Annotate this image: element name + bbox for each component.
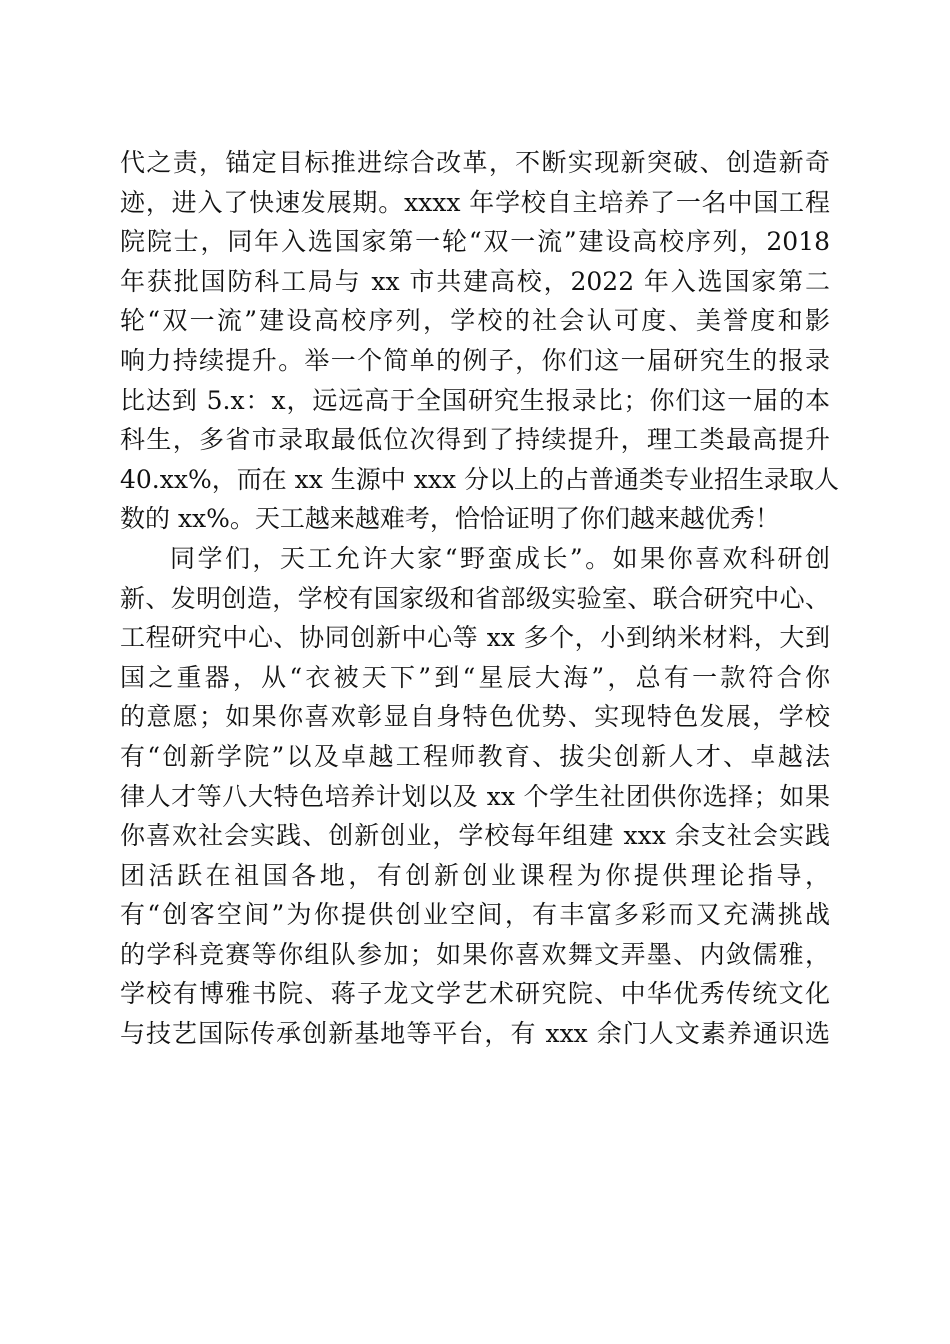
text-line: 年获批国防科工局与 xx 市共建高校，2022 年入选国家第二	[120, 266, 830, 296]
text-line: 代之责，锚定目标推进综合改革，不断实现新突破、创造新奇	[120, 148, 830, 177]
text-line: 有“创新学院”以及卓越工程师教育、拔尖创新人才、卓越法	[120, 741, 830, 771]
text-line: 工程研究中心、协同创新中心等 xx 多个，小到纳米材料，大到	[120, 623, 830, 653]
text-line: 响力持续提升。举一个简单的例子，你们这一届研究生的报录	[120, 345, 830, 375]
text-line: 院院士，同年入选国家第一轮“双一流”建设高校序列，2018	[120, 227, 830, 257]
text-line: 的意愿；如果你喜欢彰显自身特色优势、实现特色发展，学校	[120, 702, 830, 732]
text-line: 迹，进入了快速发展期。xxxx 年学校自主培养了一名中国工程	[120, 187, 830, 217]
body-text	[120, 143, 839, 1054]
paragraph-1	[120, 143, 839, 539]
text-line: 数的 xx%。天工越来越难考，恰恰证明了你们越来越优秀！	[120, 504, 780, 534]
text-line: 团活跃在祖国各地，有创新创业课程为你提供理论指导，	[120, 860, 830, 890]
text-line: 律人才等八大特色培养计划以及 xx 个学生社团供你选择；如果	[120, 781, 830, 811]
text-line: 新、发明创造，学校有国家级和省部级实验室、联合研究中心、	[120, 583, 830, 613]
text-line: 你喜欢社会实践、创新创业，学校每年组建 xxx 余支社会实践	[120, 821, 830, 851]
text-line: 比达到 5.x：x，远远高于全国研究生报录比；你们这一届的本	[120, 385, 830, 415]
paragraph-2	[120, 539, 830, 1054]
text-line: 学校有博雅书院、蒋子龙文学艺术研究院、中华优秀传统文化	[120, 979, 830, 1009]
text-line: 科生，多省市录取最低位次得到了持续提升，理工类最高提升	[120, 425, 830, 455]
text-line: 国之重器，从“衣被天下”到“星辰大海”，总有一款符合你	[120, 662, 830, 692]
text-line: 与技艺国际传承创新基地等平台，有 xxx 余门人文素养通识选	[120, 1019, 830, 1049]
text-line: 同学们，天工允许大家“野蛮成长”。如果你喜欢科研创	[170, 543, 830, 573]
text-line: 有“创客空间”为你提供创业空间，有丰富多彩而又充满挑战	[120, 900, 830, 930]
text-line: 轮“双一流”建设高校序列，学校的社会认可度、美誉度和影	[120, 306, 830, 336]
text-line: 的学科竞赛等你组队参加；如果你喜欢舞文弄墨、内敛儒雅，	[120, 939, 830, 969]
text-line: 40.xx%，而在 xx 生源中 xxx 分以上的占普通类专业招生录取人	[120, 464, 839, 494]
